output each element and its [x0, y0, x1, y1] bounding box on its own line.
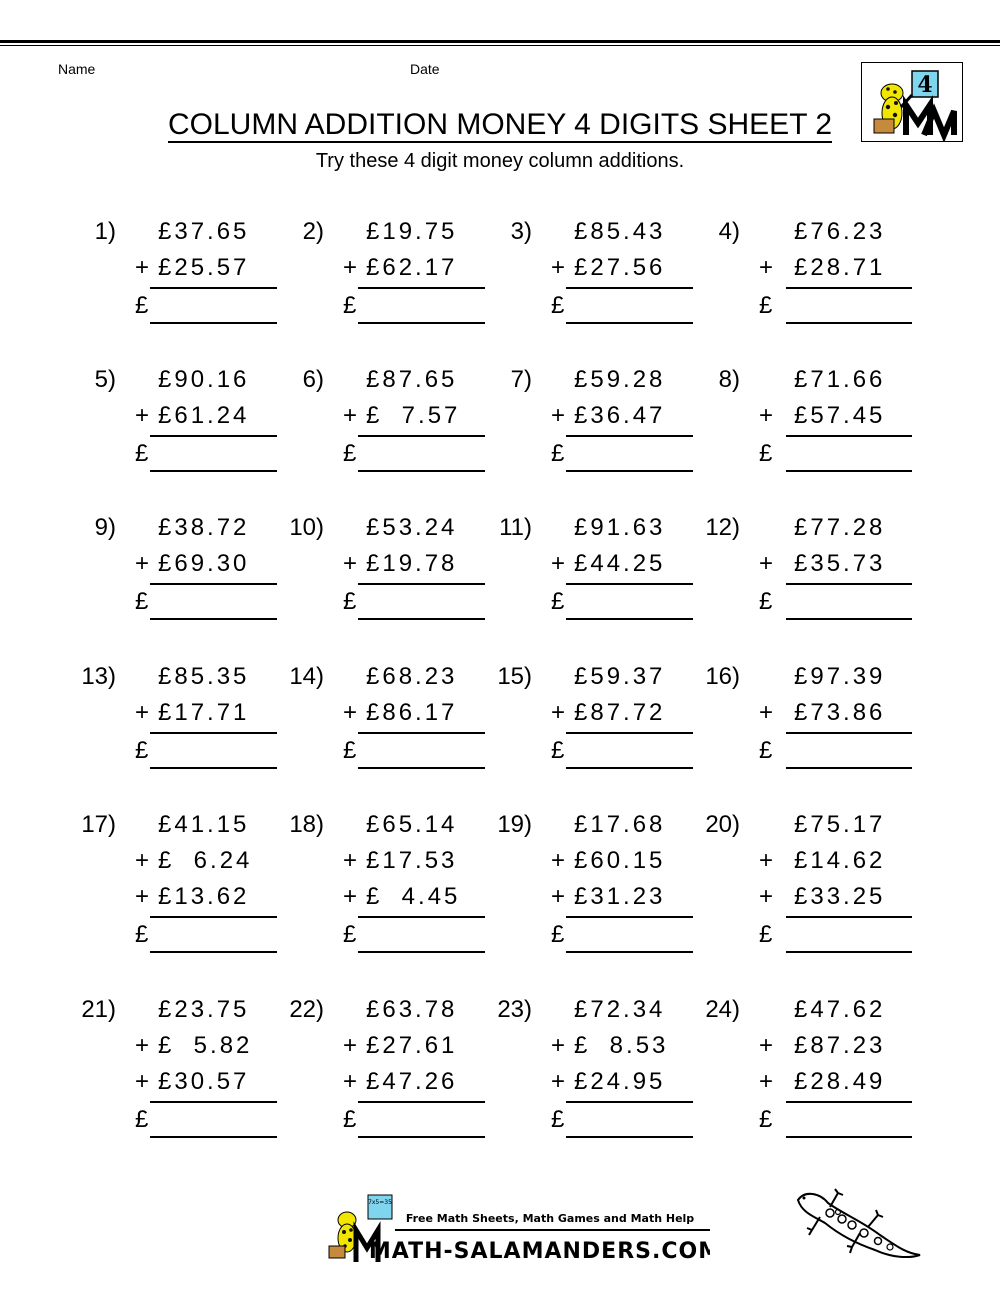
sum-rule	[786, 287, 912, 289]
problem-number: 4)	[718, 218, 740, 245]
pound-sign: £	[135, 292, 152, 319]
sum-rule	[358, 1101, 485, 1103]
plus-sign: +	[343, 254, 361, 281]
sum-rule	[786, 583, 912, 585]
plus-sign: +	[135, 1032, 153, 1059]
mini-badge: 7x5=35	[368, 1199, 392, 1206]
problem-number: 19)	[497, 811, 532, 838]
problem-number: 20)	[705, 811, 740, 838]
answer-rule[interactable]	[150, 322, 277, 324]
sum-rule	[358, 732, 485, 734]
pound-sign: £	[135, 440, 152, 467]
plus-sign: +	[135, 699, 153, 726]
amount: £87.23	[794, 1032, 886, 1059]
pound-sign: £	[551, 1106, 568, 1133]
amount: £73.86	[794, 699, 886, 726]
plus-sign: +	[343, 1068, 361, 1095]
amount: £65.14	[366, 811, 458, 838]
date-label: Date	[410, 61, 440, 77]
amount: £71.66	[794, 366, 886, 393]
answer-rule[interactable]	[358, 1136, 485, 1138]
sum-rule	[358, 435, 485, 437]
problem-number: 13)	[81, 663, 116, 690]
amount: £63.78	[366, 996, 458, 1023]
amount: £28.49	[794, 1068, 886, 1095]
plus-sign: +	[551, 550, 569, 577]
pound-sign: £	[551, 292, 568, 319]
sum-rule	[786, 435, 912, 437]
problem-number: 9)	[94, 514, 116, 541]
plus-sign: +	[343, 699, 361, 726]
plus-sign: +	[343, 883, 361, 910]
amount: £ 6.24	[158, 847, 253, 874]
plus-sign: +	[759, 1032, 777, 1059]
pound-sign: £	[135, 588, 152, 615]
grade-number: 4	[917, 72, 933, 98]
answer-rule[interactable]	[150, 1136, 277, 1138]
answer-rule[interactable]	[786, 951, 912, 953]
amount: £57.45	[794, 402, 886, 429]
pound-sign: £	[759, 440, 776, 467]
amount: £87.65	[366, 366, 458, 393]
sum-rule	[566, 583, 693, 585]
answer-rule[interactable]	[786, 767, 912, 769]
pound-sign: £	[343, 292, 360, 319]
sum-rule	[150, 916, 277, 918]
sum-rule	[358, 916, 485, 918]
amount: £19.75	[366, 218, 458, 245]
amount: £47.62	[794, 996, 886, 1023]
sum-rule	[150, 287, 277, 289]
problem-number: 11)	[499, 514, 532, 541]
sum-rule	[150, 732, 277, 734]
plus-sign: +	[343, 550, 361, 577]
answer-rule[interactable]	[150, 618, 277, 620]
top-rule	[0, 40, 1000, 43]
plus-sign: +	[551, 1068, 569, 1095]
amount: £31.23	[574, 883, 666, 910]
problem-number: 16)	[705, 663, 740, 690]
amount: £61.24	[158, 402, 250, 429]
amount: £91.63	[574, 514, 666, 541]
pound-sign: £	[759, 292, 776, 319]
plus-sign: +	[135, 254, 153, 281]
problem-number: 8)	[718, 366, 740, 393]
amount: £59.37	[574, 663, 666, 690]
pound-sign: £	[343, 440, 360, 467]
amount: £59.28	[574, 366, 666, 393]
salamander-grade-icon	[862, 63, 962, 141]
plus-sign: +	[551, 1032, 569, 1059]
answer-rule[interactable]	[566, 767, 693, 769]
answer-rule[interactable]	[358, 767, 485, 769]
pound-sign: £	[759, 588, 776, 615]
answer-rule[interactable]	[786, 470, 912, 472]
answer-rule[interactable]	[566, 618, 693, 620]
answer-rule[interactable]	[566, 322, 693, 324]
pound-sign: £	[135, 1106, 152, 1133]
amount: £28.71	[794, 254, 886, 281]
amount: £53.24	[366, 514, 458, 541]
amount: £24.95	[574, 1068, 666, 1095]
sum-rule	[566, 435, 693, 437]
problem-number: 17)	[81, 811, 116, 838]
problem-number: 2)	[302, 218, 324, 245]
amount: £68.23	[366, 663, 458, 690]
amount: £86.17	[366, 699, 458, 726]
answer-rule[interactable]	[358, 322, 485, 324]
problem-number: 6)	[302, 366, 324, 393]
answer-rule[interactable]	[566, 951, 693, 953]
problem-number: 5)	[94, 366, 116, 393]
plus-sign: +	[343, 402, 361, 429]
pound-sign: £	[551, 440, 568, 467]
answer-rule[interactable]	[358, 618, 485, 620]
plus-sign: +	[135, 550, 153, 577]
page-title: COLUMN ADDITION MONEY 4 DIGITS SHEET 2	[167, 108, 832, 141]
amount: £37.65	[158, 218, 250, 245]
amount: £75.17	[794, 811, 886, 838]
plus-sign: +	[759, 550, 777, 577]
amount: £47.26	[366, 1068, 458, 1095]
pound-sign: £	[343, 737, 360, 764]
sum-rule	[786, 1101, 912, 1103]
pound-sign: £	[343, 1106, 360, 1133]
plus-sign: +	[135, 847, 153, 874]
pound-sign: £	[759, 737, 776, 764]
amount: £33.25	[794, 883, 886, 910]
amount: £27.56	[574, 254, 666, 281]
plus-sign: +	[551, 254, 569, 281]
amount: £17.71	[158, 699, 250, 726]
answer-rule[interactable]	[566, 1136, 693, 1138]
answer-rule[interactable]	[358, 951, 485, 953]
problem-number: 10)	[289, 514, 324, 541]
sum-rule	[786, 916, 912, 918]
pound-sign: £	[135, 737, 152, 764]
sum-rule	[358, 287, 485, 289]
amount: £85.43	[574, 218, 666, 245]
amount: £35.73	[794, 550, 886, 577]
sum-rule	[566, 732, 693, 734]
pound-sign: £	[551, 921, 568, 948]
plus-sign: +	[135, 402, 153, 429]
footer-tagline: Free Math Sheets, Math Games and Math Help	[405, 1212, 695, 1225]
problem-number: 14)	[289, 663, 324, 690]
amount: £44.25	[574, 550, 666, 577]
subtitle: Try these 4 digit money column additions.	[315, 150, 685, 172]
plus-sign: +	[759, 699, 777, 726]
amount: £ 4.45	[366, 883, 461, 910]
sum-rule	[786, 732, 912, 734]
amount: £76.23	[794, 218, 886, 245]
top-rule-thin	[0, 45, 1000, 46]
plus-sign: +	[551, 883, 569, 910]
plus-sign: +	[343, 847, 361, 874]
problem-number: 23)	[497, 996, 532, 1023]
plus-sign: +	[135, 1068, 153, 1095]
name-label: Name	[58, 61, 96, 77]
amount: £23.75	[158, 996, 250, 1023]
plus-sign: +	[551, 402, 569, 429]
pound-sign: £	[759, 921, 776, 948]
plus-sign: +	[759, 883, 777, 910]
amount: £17.68	[574, 811, 666, 838]
amount: £97.39	[794, 663, 886, 690]
amount: £14.62	[794, 847, 886, 874]
amount: £62.17	[366, 254, 458, 281]
amount: £60.15	[574, 847, 666, 874]
answer-rule[interactable]	[150, 951, 277, 953]
problem-number: 15)	[497, 663, 532, 690]
amount: £69.30	[158, 550, 250, 577]
math-salamanders-logo	[325, 1192, 710, 1267]
sum-rule	[150, 1101, 277, 1103]
amount: £13.62	[158, 883, 250, 910]
plus-sign: +	[135, 883, 153, 910]
pound-sign: £	[551, 737, 568, 764]
problem-number: 3)	[510, 218, 532, 245]
answer-rule[interactable]	[150, 767, 277, 769]
sum-rule	[150, 583, 277, 585]
sum-rule	[150, 435, 277, 437]
amount: £90.16	[158, 366, 250, 393]
problem-number: 22)	[289, 996, 324, 1023]
footer-logo	[325, 1192, 710, 1267]
plus-sign: +	[551, 847, 569, 874]
answer-rule[interactable]	[358, 470, 485, 472]
salamander-illustration	[790, 1185, 925, 1270]
plus-sign: +	[759, 254, 777, 281]
amount: £ 8.53	[574, 1032, 669, 1059]
answer-rule[interactable]	[150, 470, 277, 472]
sum-rule	[566, 916, 693, 918]
answer-rule[interactable]	[786, 618, 912, 620]
answer-rule[interactable]	[786, 322, 912, 324]
amount: £19.78	[366, 550, 458, 577]
amount: £25.57	[158, 254, 250, 281]
amount: £38.72	[158, 514, 250, 541]
pound-sign: £	[343, 588, 360, 615]
amount: £36.47	[574, 402, 666, 429]
plus-sign: +	[759, 847, 777, 874]
amount: £ 5.82	[158, 1032, 253, 1059]
problem-number: 1)	[94, 218, 116, 245]
problem-number: 12)	[705, 514, 740, 541]
sum-rule	[566, 287, 693, 289]
amount: £72.34	[574, 996, 666, 1023]
grade-logo	[861, 62, 963, 142]
pound-sign: £	[551, 588, 568, 615]
answer-rule[interactable]	[566, 470, 693, 472]
sum-rule	[358, 583, 485, 585]
plus-sign: +	[759, 1068, 777, 1095]
sum-rule	[566, 1101, 693, 1103]
amount: £77.28	[794, 514, 886, 541]
amount: £17.53	[366, 847, 458, 874]
amount: £ 7.57	[366, 402, 461, 429]
problem-number: 21)	[81, 996, 116, 1023]
amount: £41.15	[158, 811, 250, 838]
plus-sign: +	[759, 402, 777, 429]
pound-sign: £	[135, 921, 152, 948]
amount: £30.57	[158, 1068, 250, 1095]
problem-number: 7)	[510, 366, 532, 393]
pound-sign: £	[343, 921, 360, 948]
problem-number: 24)	[705, 996, 740, 1023]
problem-number: 18)	[289, 811, 324, 838]
plus-sign: +	[551, 699, 569, 726]
plus-sign: +	[343, 1032, 361, 1059]
amount: £27.61	[366, 1032, 458, 1059]
pound-sign: £	[759, 1106, 776, 1133]
amount: £85.35	[158, 663, 250, 690]
footer-site: MATH-SALAMANDERS.COM	[368, 1239, 710, 1264]
answer-rule[interactable]	[786, 1136, 912, 1138]
amount: £87.72	[574, 699, 666, 726]
salamander-icon	[790, 1185, 925, 1270]
